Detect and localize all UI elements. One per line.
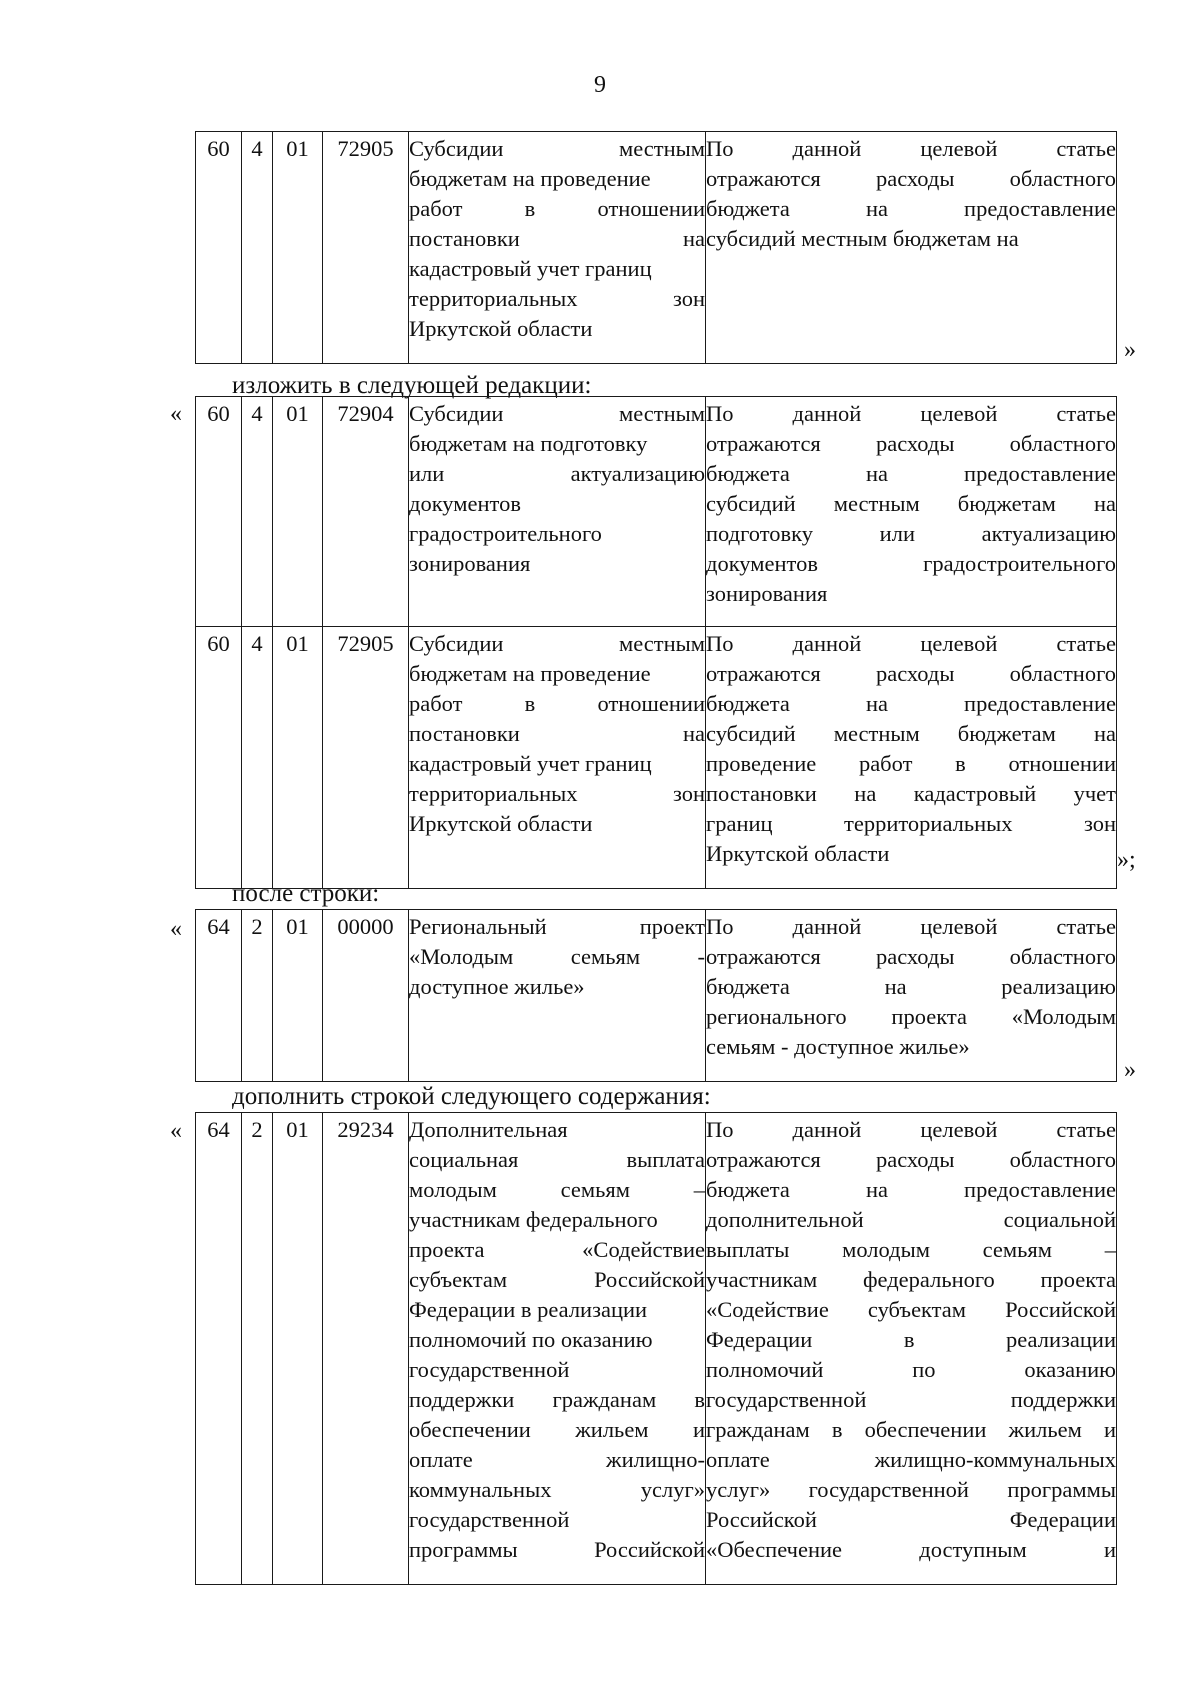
item-description-cell: По данной целевой статье отражаются расходы областного бюджета на предоставление субсидий местным бюджетам на [706, 132, 1117, 364]
event-code-cell: 01 [273, 397, 323, 627]
event-code-cell: 01 [273, 627, 323, 889]
event-code-cell: 01 [273, 132, 323, 364]
direction-code-cell: 72904 [323, 397, 409, 627]
direction-code-cell: 72905 [323, 627, 409, 889]
instruction-after-row: после строки: [232, 880, 380, 907]
item-name-cell: Дополнительная социальная выплата молодым семьям – участникам федерального проекта «Содействие субъектам Российской Федерации в реализации полномочий по оказанию государственной поддержки гражданам в обеспечении жильем и оплате жилищно- коммунальных услуг» государственной программы Российской [409, 1113, 706, 1585]
table-row [196, 397, 1117, 627]
direction-code-cell: 72905 [323, 132, 409, 364]
closing-quote: » [1124, 1057, 1136, 1083]
opening-quote: « [170, 401, 182, 427]
direction-code-cell: 00000 [323, 910, 409, 1082]
item-description-cell: По данной целевой статье отражаются расходы областного бюджета на предоставление дополнительной социальной выплаты молодым семьям – участникам федерального проекта «Содействие субъектам Российской Федерации в реализации полномочий по оказанию государственной поддержки гражданам в обеспечении жильем и оплате жилищно-коммунальных услуг» государственной программы Российской Федерации «Обеспечение доступным и [706, 1113, 1117, 1585]
page-number: 9 [594, 72, 606, 98]
direction-code-cell: 29234 [323, 1113, 409, 1585]
table-row [196, 132, 1117, 364]
subprogram-code-cell: 2 [242, 1113, 273, 1585]
table-row [196, 627, 1117, 889]
item-description-cell: По данной целевой статье отражаются расходы областного бюджета на предоставление субсидий местным бюджетам на подготовку или актуализацию документов градостроительного зонирования [706, 397, 1117, 627]
table-row [196, 1113, 1117, 1585]
item-name-cell: Региональный проект «Молодым семьям - доступное жилье» [409, 910, 706, 1082]
item-name-cell: Субсидии местным бюджетам на подготовку или актуализацию документов градостроительного зонирования [409, 397, 706, 627]
item-description-cell: По данной целевой статье отражаются расходы областного бюджета на реализацию регионального проекта «Молодым семьям - доступное жилье» [706, 910, 1117, 1082]
instruction-replace: изложить в следующей редакции: [232, 372, 592, 399]
program-code-cell: 60 [196, 627, 242, 889]
budget-code-table-reference [195, 909, 1117, 1082]
budget-code-table-new [195, 1112, 1117, 1585]
event-code-cell: 01 [273, 1113, 323, 1585]
opening-quote: « [170, 1118, 182, 1144]
program-code-cell: 64 [196, 910, 242, 1082]
program-code-cell: 64 [196, 1113, 242, 1585]
subprogram-code-cell: 4 [242, 132, 273, 364]
item-description-cell: По данной целевой статье отражаются расходы областного бюджета на предоставление субсидий местным бюджетам на проведение работ в отношении постановки на кадастровый учет границ территориальных зон Иркутской области [706, 627, 1117, 889]
program-code-cell: 60 [196, 132, 242, 364]
table-row [196, 910, 1117, 1082]
instruction-append: дополнить строкой следующего содержания: [232, 1083, 711, 1110]
event-code-cell: 01 [273, 910, 323, 1082]
item-name-cell: Субсидии местным бюджетам на проведение работ в отношении постановки на кадастровый учет границ территориальных зон Иркутской области [409, 627, 706, 889]
budget-code-table-replacement [195, 396, 1117, 889]
subprogram-code-cell: 2 [242, 910, 273, 1082]
subprogram-code-cell: 4 [242, 397, 273, 627]
program-code-cell: 60 [196, 397, 242, 627]
closing-quote: »; [1117, 847, 1136, 873]
closing-quote: » [1124, 337, 1136, 363]
opening-quote: « [170, 916, 182, 942]
subprogram-code-cell: 4 [242, 627, 273, 889]
budget-code-table-original [195, 131, 1117, 364]
item-name-cell: Субсидии местным бюджетам на проведение работ в отношении постановки на кадастровый учет границ территориальных зон Иркутской области [409, 132, 706, 364]
